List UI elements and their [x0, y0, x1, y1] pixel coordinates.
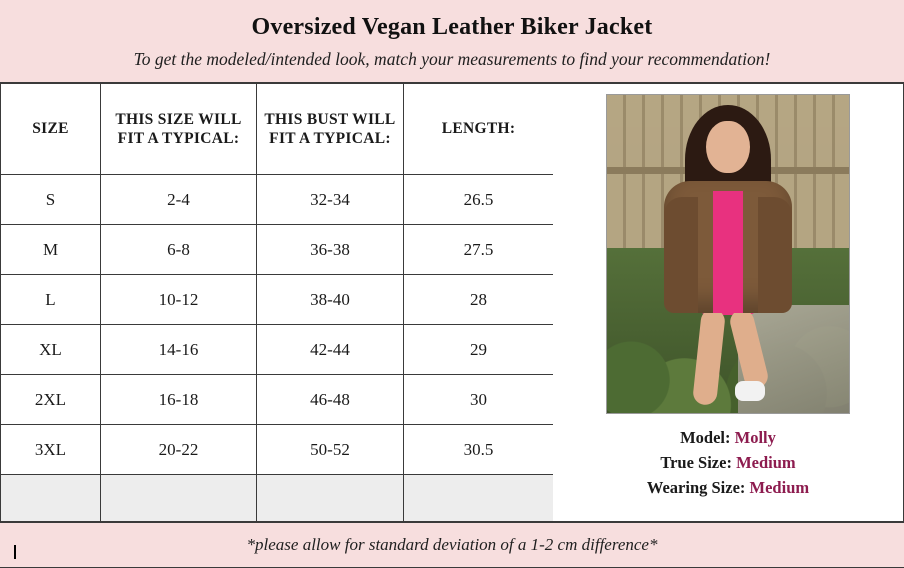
true-size-label: True Size:: [660, 452, 732, 472]
right-leg: [728, 307, 771, 390]
column-header-length: LENGTH:: [404, 84, 554, 175]
cell-fit: 16-18: [101, 375, 257, 425]
dress-front-panel: [713, 191, 743, 313]
model-wearing-size-line: [647, 476, 809, 501]
cell-size: XL: [1, 325, 101, 375]
column-header-size: SIZE: [1, 84, 101, 175]
table-row: [1, 275, 554, 325]
table-row: [1, 425, 554, 475]
table-row: [1, 175, 554, 225]
cell-length: 28: [404, 275, 554, 325]
cell-bust: 42-44: [257, 325, 404, 375]
model-details: [647, 426, 809, 500]
cell-bust: 46-48: [257, 375, 404, 425]
cell-fit: 14-16: [101, 325, 257, 375]
cell-empty: [101, 475, 257, 522]
model-true-size-line: [647, 451, 809, 476]
size-table: [0, 83, 554, 522]
table-row: [1, 325, 554, 375]
cell-fit: 6-8: [101, 225, 257, 275]
cell-bust: 36-38: [257, 225, 404, 275]
cell-size: L: [1, 275, 101, 325]
table-spacer-row: [1, 475, 554, 522]
cell-fit: 2-4: [101, 175, 257, 225]
cell-empty: [257, 475, 404, 522]
true-size-value: Medium: [736, 452, 796, 472]
table-header-row: [1, 84, 554, 175]
model-face: [706, 121, 750, 173]
model-name-label: Model:: [680, 428, 731, 447]
footer-note: *please allow for standard deviation of a 1-2 cm difference*: [0, 522, 904, 568]
size-table-container: [0, 83, 553, 522]
cell-bust: 32-34: [257, 175, 404, 225]
document-body: [0, 83, 904, 522]
cell-length: 29: [404, 325, 554, 375]
model-name-value: Molly: [734, 428, 776, 447]
table-row: [1, 375, 554, 425]
cell-length: 30.5: [404, 425, 554, 475]
text-caret: [14, 545, 16, 559]
document-header: [0, 0, 904, 83]
wearing-size-value: Medium: [749, 477, 810, 497]
cell-bust: 38-40: [257, 275, 404, 325]
cell-fit: 20-22: [101, 425, 257, 475]
page-title: Oversized Vegan Leather Biker Jacket: [251, 14, 653, 40]
cell-empty: [404, 475, 554, 522]
left-leg: [692, 308, 726, 406]
cell-empty: [1, 475, 101, 522]
page-subtitle: To get the modeled/intended look, match your measurements to find your recommendation!: [133, 49, 771, 69]
model-photo: [606, 94, 850, 414]
model-legs: [691, 309, 765, 405]
cell-size: S: [1, 175, 101, 225]
white-sneaker: [735, 381, 765, 401]
cell-size: 3XL: [1, 425, 101, 475]
table-row: [1, 225, 554, 275]
cell-length: 26.5: [404, 175, 554, 225]
model-name-line: [647, 426, 809, 451]
cell-length: 27.5: [404, 225, 554, 275]
cell-length: 30: [404, 375, 554, 425]
model-panel: [553, 83, 904, 522]
cell-size: 2XL: [1, 375, 101, 425]
cell-size: M: [1, 225, 101, 275]
column-header-fit: THIS SIZE WILL FIT A TYPICAL:: [101, 84, 257, 175]
wearing-size-label: Wearing Size:: [646, 477, 746, 497]
column-header-bust: THIS BUST WILL FIT A TYPICAL:: [257, 84, 404, 175]
cell-bust: 50-52: [257, 425, 404, 475]
cell-fit: 10-12: [101, 275, 257, 325]
